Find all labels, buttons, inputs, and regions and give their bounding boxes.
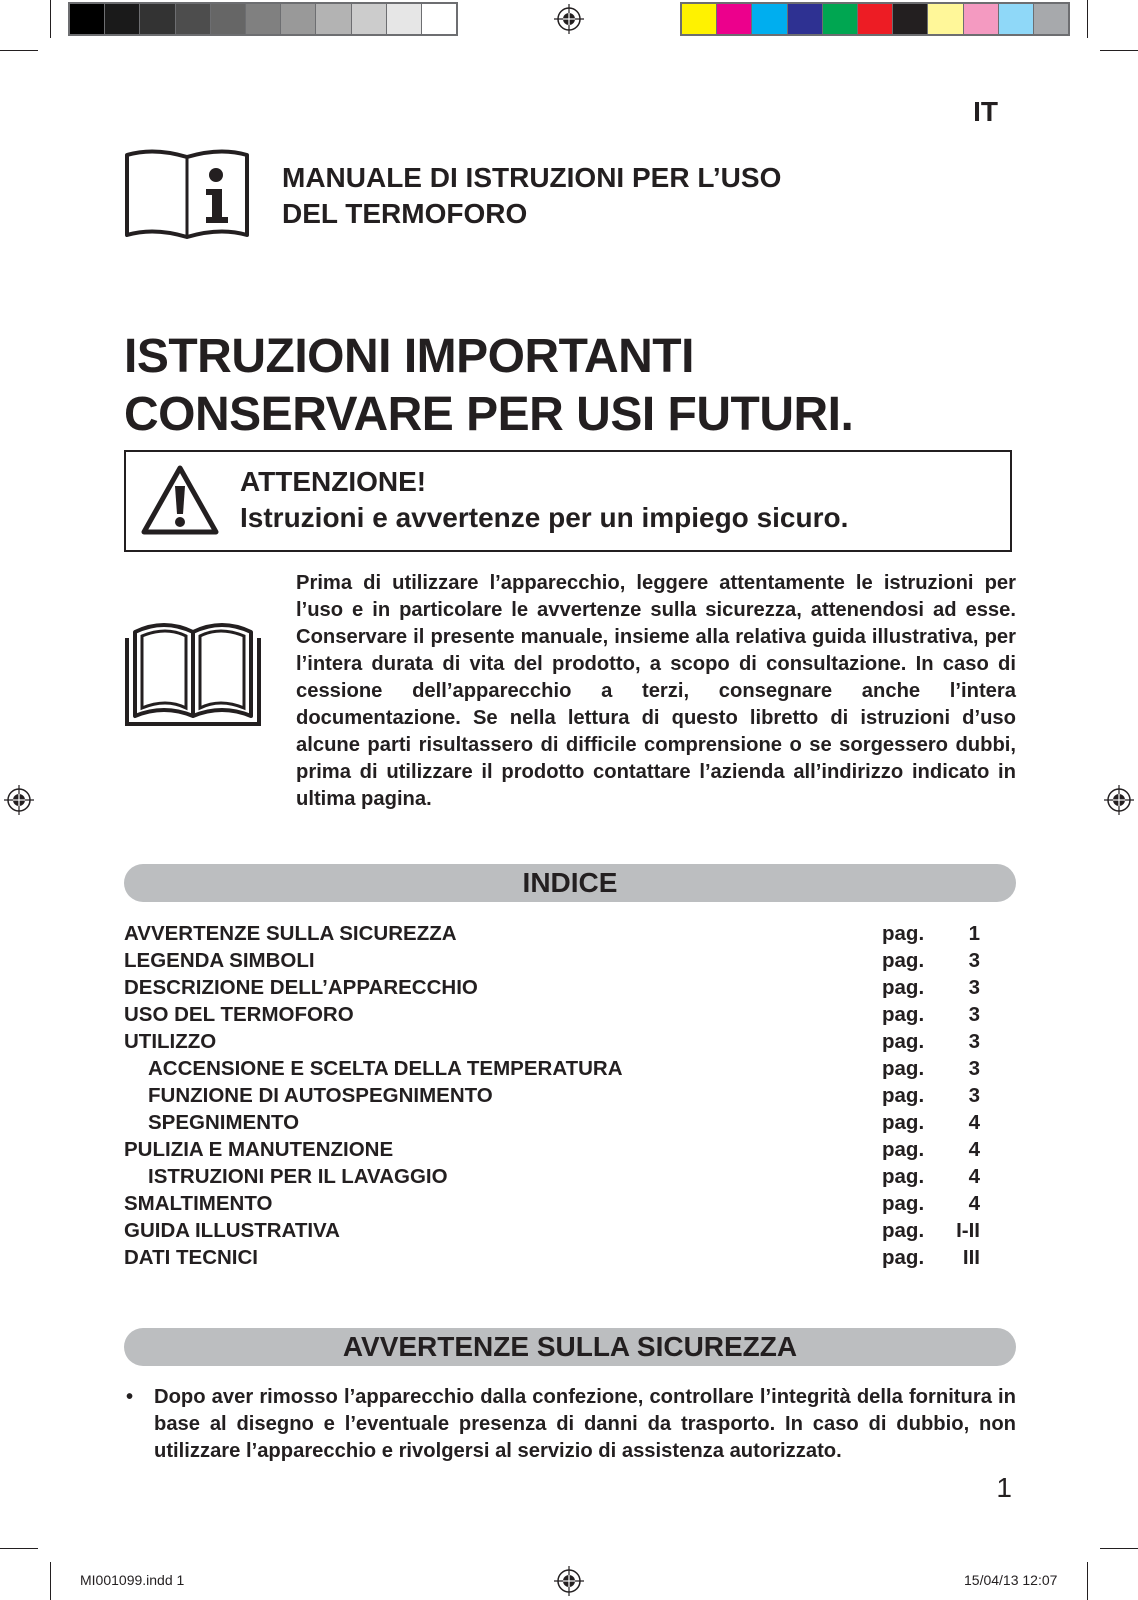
crop-mark (50, 0, 51, 38)
crop-mark (1087, 0, 1088, 38)
registration-mark-icon (4, 785, 34, 815)
main-title (124, 328, 853, 444)
toc-entry-title: PULIZIA E MANUTENZIONE (124, 1138, 394, 1161)
toc-entry-pag-label: pag. (882, 922, 925, 945)
crop-mark (1087, 1562, 1088, 1600)
toc-entry-title: GUIDA ILLUSTRATIVA (124, 1219, 340, 1242)
toc-entry-page-number: 3 (968, 1030, 980, 1053)
toc-entry-pag-label: pag. (882, 1084, 925, 1107)
intro-paragraph: Prima di utilizzare l’apparecchio, leggere attentamente le istruzioni per l’uso e in particolare le avvertenze sulla sicurezza, attenendosi ad esse. Conservare il presente manuale, insieme alla relativa guida illustrativa, per l’intera durata di vita del prodotto, a scopo di consultazione. In caso di cessione dell’apparecchio a terzi, consegnare anche l’intera documentazione. Se nella lettura di questo libretto di istruzioni d’uso alcune parti risultassero di difficile comprensione o se sorgessero dubbi, prima di utilizzare il prodotto contattare l’azienda all’indirizzo indicato in ultima pagina. (296, 572, 1016, 810)
toc-entry (124, 947, 980, 974)
warning-subheading: Istruzioni e avvertenze per un impiego sicuro. (240, 502, 849, 533)
manual-title (282, 160, 781, 232)
color-swatch (823, 4, 858, 34)
toc-entry-title: AVVERTENZE SULLA SICUREZZA (124, 922, 457, 945)
toc-entry-pag-label: pag. (882, 1192, 925, 1215)
toc-entry-title: ACCENSIONE E SCELTA DELLA TEMPERATURA (148, 1057, 623, 1080)
toc-entry (124, 1109, 980, 1136)
gray-swatch (422, 4, 456, 34)
color-swatch (752, 4, 787, 34)
toc-entry (124, 1244, 980, 1271)
toc-entry-pag-label: pag. (882, 1111, 925, 1134)
warning-heading: ATTENZIONE! (240, 466, 427, 497)
registration-mark-icon (1104, 785, 1134, 815)
warning-triangle-icon (140, 462, 220, 538)
color-swatch (999, 4, 1034, 34)
crop-mark (1100, 1548, 1138, 1549)
gray-swatch (211, 4, 246, 34)
warning-text (240, 464, 848, 536)
gray-swatch (387, 4, 422, 34)
info-book-icon (124, 145, 250, 245)
toc-entry-page-number: 3 (968, 1003, 980, 1026)
crop-mark (1100, 50, 1138, 51)
toc-entry-title: USO DEL TERMOFORO (124, 1003, 354, 1026)
safety-list (124, 1384, 1016, 1465)
main-title-line-2: CONSERVARE PER USI FUTURI. (124, 388, 854, 441)
toc-entry-pag-label: pag. (882, 1057, 925, 1080)
slug-file: MI001099.indd 1 (80, 1572, 185, 1588)
toc-entry (124, 1001, 980, 1028)
color-swatch (858, 4, 893, 34)
crop-mark (0, 1548, 38, 1549)
toc-entry-page-number: III (962, 1246, 980, 1269)
color-swatch (893, 4, 928, 34)
manual-title-line-1: MANUALE DI ISTRUZIONI PER L’USO (282, 162, 782, 193)
open-book-icon (124, 618, 262, 728)
toc-entry-page-number: 3 (968, 949, 980, 972)
toc-entry-title: DATI TECNICI (124, 1246, 259, 1269)
crop-mark (50, 1562, 51, 1600)
warning-box (124, 450, 1012, 552)
toc-entry-title: ISTRUZIONI PER IL LAVAGGIO (148, 1165, 448, 1188)
toc-entry-title: SPEGNIMENTO (148, 1111, 300, 1134)
gray-swatch (281, 4, 316, 34)
gray-swatch (246, 4, 281, 34)
toc-entry-page-number: 1 (968, 922, 980, 945)
toc-entry (124, 1082, 980, 1109)
toc-entry-pag-label: pag. (882, 1030, 925, 1053)
language-code: IT (973, 96, 998, 127)
registration-mark-icon (554, 4, 584, 34)
toc-entry (124, 1136, 980, 1163)
toc-entry (124, 1163, 980, 1190)
gray-swatch (70, 4, 105, 34)
color-swatch (1034, 4, 1068, 34)
manual-title-line-2: DEL TERMOFORO (282, 198, 528, 229)
color-swatch (928, 4, 963, 34)
main-title-line-1: ISTRUZIONI IMPORTANTI (124, 330, 694, 383)
safety-heading: AVVERTENZE SULLA SICUREZZA (124, 1328, 1016, 1366)
slug-timestamp: 15/04/13 12:07 (964, 1572, 1058, 1588)
toc-entry-page-number: 4 (968, 1165, 980, 1188)
toc-entry-page-number: 3 (968, 1057, 980, 1080)
toc-entry-page-number: 4 (968, 1138, 980, 1161)
gray-swatch (316, 4, 351, 34)
toc-entry (124, 1217, 980, 1244)
color-swatch (788, 4, 823, 34)
crop-mark (0, 50, 38, 51)
table-of-contents (124, 920, 980, 1271)
color-swatch (717, 4, 752, 34)
toc-entry-pag-label: pag. (882, 1138, 925, 1161)
toc-entry (124, 920, 980, 947)
toc-entry-title: UTILIZZO (124, 1030, 217, 1053)
gray-swatch (176, 4, 211, 34)
toc-entry-title: DESCRIZIONE DELL’APPARECCHIO (124, 976, 478, 999)
safety-bullet: • Dopo aver rimosso l’apparecchio dalla confezione, controllare l’integrità della fornitura in base al disegno e l’eventuale presenza di danni da trasporto. In caso di dubbio, non utilizzare l’apparecchio e rivolgersi al servizio di assistenza autorizzato. (124, 1384, 1016, 1465)
toc-entry (124, 1190, 980, 1217)
toc-entry-pag-label: pag. (882, 1219, 925, 1242)
toc-entry (124, 1028, 980, 1055)
color-swatch (682, 4, 717, 34)
toc-entry (124, 1055, 980, 1082)
toc-entry-page-number: 3 (968, 1084, 980, 1107)
registration-mark-icon (554, 1566, 584, 1596)
toc-entry-page-number: 4 (968, 1192, 980, 1215)
toc-entry-title: SMALTIMENTO (124, 1192, 273, 1215)
gray-swatch (352, 4, 387, 34)
color-bar (680, 2, 1070, 36)
toc-entry-pag-label: pag. (882, 976, 925, 999)
toc-entry-page-number: 3 (968, 976, 980, 999)
index-heading: INDICE (124, 864, 1016, 902)
toc-entry-pag-label: pag. (882, 1003, 925, 1026)
toc-entry-pag-label: pag. (882, 949, 925, 972)
color-swatch (964, 4, 999, 34)
gray-swatch (105, 4, 140, 34)
gray-swatch (140, 4, 175, 34)
toc-entry-pag-label: pag. (882, 1246, 925, 1269)
toc-entry-title: LEGENDA SIMBOLI (124, 949, 315, 972)
toc-entry-page-number: 4 (968, 1111, 980, 1134)
toc-entry-title: FUNZIONE DI AUTOSPEGNIMENTO (148, 1084, 493, 1107)
toc-entry-page-number: I-II (956, 1219, 980, 1242)
toc-entry (124, 974, 980, 1001)
grayscale-bar (68, 2, 458, 36)
toc-entry-pag-label: pag. (882, 1165, 925, 1188)
page-number: 1 (996, 1472, 1012, 1503)
